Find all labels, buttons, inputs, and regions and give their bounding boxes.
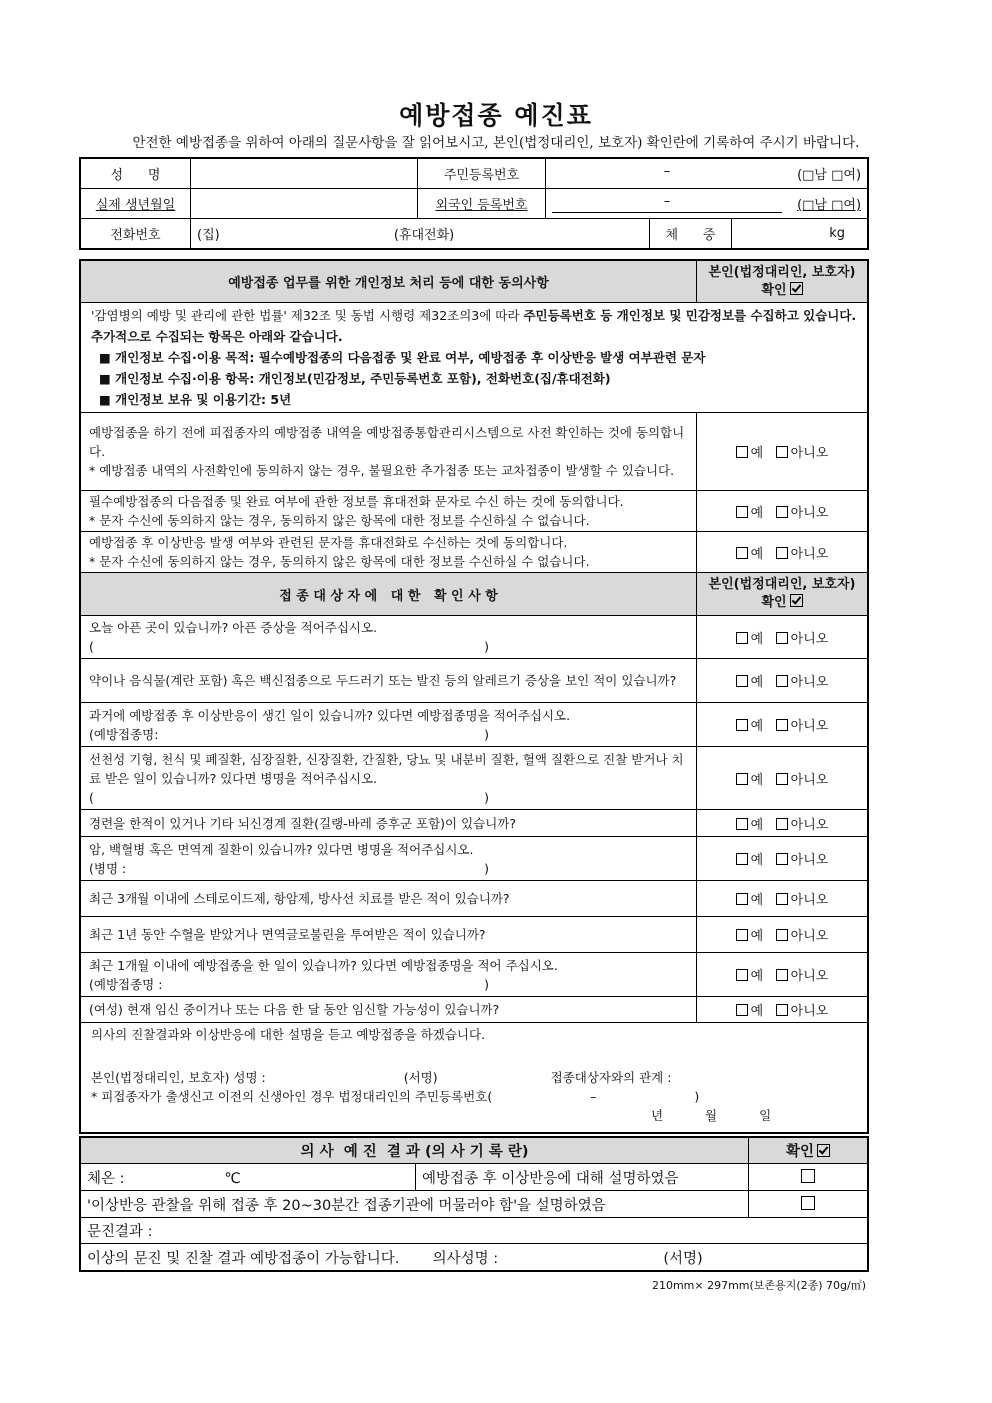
answer-close: ): [484, 639, 489, 654]
name-label: 성 명: [81, 159, 191, 189]
checkbox-yes[interactable]: [736, 547, 748, 559]
answer-open: (: [89, 789, 94, 805]
question-yn[interactable]: [697, 810, 868, 837]
answer-close: ): [484, 976, 489, 992]
no-label: 아니오: [790, 853, 829, 868]
checkbox-yes[interactable]: [736, 893, 748, 905]
doctor-sign-cell[interactable]: [81, 1244, 868, 1271]
checkbox-no[interactable]: [776, 773, 788, 785]
signer-label: 본인(법정대리인, 보호자) 성명 :: [91, 1070, 266, 1085]
signature-statement: 의사의 진찰결과와 이상반응에 대한 설명을 듣고 예방접종을 하겠습니다.: [91, 1027, 486, 1042]
question-text: 경련을 한적이 있거나 기타 뇌신경계 질환(길랭-바레 증후군 포함)이 있습니까?: [89, 815, 517, 831]
doctor-seal: (서명): [663, 1250, 703, 1267]
check-confirm-header: [697, 573, 868, 616]
gender-select-1[interactable]: (□남 □여): [797, 168, 862, 183]
answer-open: (: [89, 639, 94, 654]
explain-checkbox[interactable]: [749, 1164, 868, 1191]
observe-cell: '이상반응 관찰을 위해 접종 후 20~30분간 접종기관에 머물러야 함'을 설명하였음: [81, 1191, 749, 1218]
no-label: 아니오: [790, 719, 829, 734]
yes-label: 예: [750, 505, 764, 521]
check-confirm-label: 본인(법정대리인, 보호자) 확인: [708, 577, 856, 610]
checked-box-icon: [817, 1144, 830, 1157]
consent-item-note: * 문자 수신에 동의하지 않는 경우, 동의하지 않은 항목에 대한 정보를 수신하실 수 없습니다.: [89, 513, 590, 528]
temperature-cell[interactable]: [81, 1164, 416, 1191]
consent-item: [81, 491, 697, 532]
weight-field[interactable]: [732, 219, 868, 249]
foreign-label: 외국인 등록번호: [418, 189, 546, 219]
consent-item-note: * 문자 수신에 동의하지 않는 경우, 동의하지 않은 항목에 대한 정보를 수신하실 수 없습니다.: [89, 554, 590, 569]
signature-line: [91, 1068, 857, 1087]
consent-yn-3[interactable]: [697, 532, 868, 573]
doctor-name-label: 의사성명 :: [432, 1250, 499, 1267]
answer-open: (병명 :: [89, 860, 127, 876]
month-label: 월: [705, 1108, 718, 1123]
checkbox-icon[interactable]: [801, 1169, 815, 1183]
checkbox-yes[interactable]: [736, 506, 748, 518]
no-label: 아니오: [790, 505, 829, 521]
possible-text: 이상의 문진 및 진찰 결과 예방접종이 가능합니다.: [87, 1250, 400, 1267]
temperature-unit: ℃: [224, 1170, 241, 1187]
no-label: 아니오: [790, 969, 829, 984]
yes-label: 예: [750, 772, 764, 788]
yes-label: 예: [750, 1004, 764, 1019]
yes-label: 예: [750, 631, 764, 647]
phone-label: 전화번호: [81, 219, 191, 249]
consent-yn-1[interactable]: [697, 413, 868, 491]
observe-checkbox[interactable]: [749, 1191, 868, 1218]
name-field[interactable]: [191, 159, 418, 189]
checked-box-icon: [790, 282, 803, 295]
check-header: 접 종 대 상 자 에 대 한 확 인 사 항: [81, 573, 697, 616]
question-row: [81, 881, 697, 917]
consent-item: [81, 413, 697, 491]
phone-field[interactable]: [191, 219, 650, 249]
foreign-field[interactable]: [546, 189, 868, 219]
checked-box-icon: [790, 594, 803, 607]
answer-open: (예방접종명 :: [89, 976, 163, 992]
question-row: [81, 997, 697, 1023]
newborn-note-text: * 피접종자가 출생신고 이전의 신생아인 경우 법정대리인의 주민등록번호(: [91, 1089, 493, 1104]
intro-collect: 주민등록번호 등 개인정보 및 민감정보를 수집하고 있습니다. 추가적으로 수집되는 항목은 아래와 같습니다.: [91, 308, 857, 344]
no-label: 아니오: [790, 772, 829, 788]
birth-field[interactable]: [191, 189, 418, 219]
rrn-dash: –: [663, 164, 671, 179]
checkbox-no[interactable]: [776, 969, 788, 981]
answer-close: ): [484, 726, 489, 742]
page-title: 예방접종 예진표: [399, 101, 593, 130]
doctor-confirm-header: [749, 1138, 868, 1164]
no-label: 아니오: [790, 675, 829, 690]
yes-label: 예: [750, 969, 764, 984]
yes-label: 예: [750, 446, 764, 461]
question-text: 과거에 예방접종 후 이상반응이 생긴 일이 있습니까? 있다면 예방접종명을 적어주십시오.: [89, 707, 571, 723]
page-subtitle: 안전한 예방접종을 위하여 아래의 질문사항을 잘 읽어보시고, 본인(법정대리인, 보호자) 확인란에 기록하여 주시기 바랍니다.: [132, 135, 860, 151]
question-text: (여성) 현재 임신 중이거나 또는 다음 한 달 동안 임신할 가능성이 있습니까?: [89, 1002, 500, 1017]
checkbox-yes[interactable]: [736, 969, 748, 981]
no-label: 아니오: [790, 446, 829, 461]
checkbox-yes[interactable]: [736, 1004, 748, 1016]
newborn-note-close: ): [694, 1089, 700, 1104]
checkbox-no[interactable]: [776, 1004, 788, 1016]
consent-item: [81, 532, 697, 573]
result-cell[interactable]: [81, 1218, 868, 1244]
yes-label: 예: [750, 853, 764, 868]
question-row: [81, 837, 697, 881]
yes-label: 예: [750, 893, 764, 908]
signature-section: [81, 1023, 868, 1133]
checkbox-no[interactable]: [776, 547, 788, 559]
checkbox-no[interactable]: [776, 929, 788, 941]
newborn-note-dash: –: [590, 1089, 597, 1104]
question-yn[interactable]: [697, 881, 868, 917]
question-yn[interactable]: [697, 953, 868, 997]
yes-label: 예: [750, 546, 764, 562]
checkbox-yes[interactable]: [736, 818, 748, 830]
checkbox-no[interactable]: [776, 853, 788, 865]
checkbox-no[interactable]: [776, 893, 788, 905]
year-label: 년: [651, 1108, 664, 1123]
home-phone-label: (집): [197, 228, 220, 243]
question-text: 암, 백혈병 혹은 면역계 질환이 있습니까? 있다면 병명을 적어주십시오.: [89, 841, 474, 857]
no-label: 아니오: [790, 817, 829, 833]
no-label: 아니오: [790, 631, 829, 647]
answer-close: ): [484, 789, 489, 805]
yes-label: 예: [750, 929, 764, 944]
consent-item-text: 필수예방접종의 다음접종 및 완료 여부에 관한 정보를 휴대전화 문자로 수신 하는 것에 동의합니다.: [89, 494, 624, 509]
consent-item-text: 예방접종 후 이상반응 발생 여부와 관련된 문자를 휴대전화로 수신하는 것에 동의합니다.: [89, 535, 568, 550]
question-row: [81, 616, 697, 659]
answer-close: ): [484, 860, 489, 876]
checkbox-icon[interactable]: [801, 1196, 815, 1210]
question-text: 최근 3개월 이내에 스테로이드제, 항암제, 방사선 치료를 받은 적이 있습니까?: [89, 891, 510, 906]
checkbox-yes[interactable]: [736, 632, 748, 644]
question-text: 최근 1개월 이내에 예방접종을 한 일이 있습니까? 있다면 예방접종명을 적어 주십시오.: [89, 957, 558, 973]
foreign-dash: –: [552, 194, 782, 213]
checkbox-no[interactable]: [776, 675, 788, 687]
no-label: 아니오: [790, 546, 829, 562]
personal-info-table: [80, 158, 868, 249]
question-row: [81, 747, 697, 810]
checkbox-no[interactable]: [776, 719, 788, 731]
checkbox-yes[interactable]: [736, 675, 748, 687]
question-row: [81, 953, 697, 997]
consent-header: 예방접종 업무를 위한 개인정보 처리 등에 대한 동의사항: [81, 261, 697, 303]
consent-item-text: 예방접종을 하기 전에 피접종자의 예방접종 내역을 예방접종통합관리시스템으로 사전 확인하는 것에 동의합니다.: [89, 425, 685, 459]
consent-table: [80, 260, 868, 1133]
question-yn[interactable]: [697, 703, 868, 747]
no-label: 아니오: [790, 893, 829, 908]
checkbox-no[interactable]: [776, 818, 788, 830]
checkbox-yes[interactable]: [736, 719, 748, 731]
no-label: 아니오: [790, 929, 829, 944]
consent-intro-text: [91, 305, 857, 347]
day-label: 일: [759, 1108, 772, 1123]
question-row: [81, 917, 697, 953]
checkbox-yes[interactable]: [736, 446, 748, 458]
doctor-confirm-label: 확인: [786, 1144, 815, 1160]
checkbox-yes[interactable]: [736, 773, 748, 785]
consent-yn-2[interactable]: [697, 491, 868, 532]
question-text: 선천성 기형, 천식 및 폐질환, 심장질환, 신장질환, 간질환, 당뇨 및 내분비 질환, 혈액 질환으로 진찰 받거나 치료 받은 일이 있습니까? 있다면 병명을 적어주십시오.: [89, 751, 684, 786]
answer-open: (예방접종명:: [89, 726, 159, 742]
consent-intro: [81, 303, 868, 413]
checkbox-yes[interactable]: [736, 853, 748, 865]
consent-item-note: * 예방접종 내역의 사전확인에 동의하지 않는 경우, 불필요한 추가접종 또는 교차접종이 발생할 수 있습니다.: [89, 463, 675, 478]
consent-confirm-header: [697, 261, 868, 303]
gender-select-2[interactable]: (□남 □여): [797, 198, 862, 213]
signer-seal: (서명): [403, 1070, 438, 1085]
question-yn[interactable]: [697, 616, 868, 659]
bullet-purpose: ■ 개인정보 수집·이용 목적: 필수예방접종의 다음접종 및 완료 여부, 예방접종 후 이상반응 발생 여부관련 문자: [99, 350, 706, 365]
question-yn[interactable]: [697, 997, 868, 1023]
bullet-items: ■ 개인정보 수집·이용 항목: 개인정보(민감정보, 주민등록번호 포함), 전화번호(집/휴대전화): [99, 371, 611, 386]
checkbox-no[interactable]: [776, 446, 788, 458]
question-yn[interactable]: [697, 837, 868, 881]
rrn-label: 주민등록번호: [418, 159, 546, 189]
mobile-phone-label: (휴대전화): [393, 228, 455, 243]
question-row: [81, 659, 697, 703]
paper-spec: 210mm× 297mm(보존용지(2종) 70g/㎡): [651, 1279, 866, 1292]
checkbox-yes[interactable]: [736, 929, 748, 941]
result-label: 문진결과 :: [87, 1224, 153, 1240]
question-yn[interactable]: [697, 659, 868, 703]
question-text: 오늘 아픈 곳이 있습니까? 아픈 증상을 적어주십시오.: [89, 620, 378, 635]
newborn-note: [91, 1087, 857, 1106]
consent-confirm-label: 본인(법정대리인, 보호자) 확인: [708, 264, 856, 298]
birth-label: 실제 생년월일: [81, 189, 191, 219]
bullet-period: ■ 개인정보 보유 및 이용기간: 5년: [99, 392, 292, 407]
relation-label: 접종대상자와의 관계 :: [550, 1070, 672, 1085]
question-text: 약이나 음식물(계란 포함) 혹은 백신접종으로 두드러기 또는 발진 등의 알레르기 증상을 보인 적이 있습니까?: [89, 673, 677, 688]
doctor-header: 의 사 예 진 결 과 (의 사 기 록 란): [81, 1138, 749, 1164]
question-row: [81, 810, 697, 837]
question-row: [81, 703, 697, 747]
doctor-table: [80, 1137, 868, 1271]
no-label: 아니오: [790, 1004, 829, 1019]
explain-cell: 예방접종 후 이상반응에 대해 설명하였음: [416, 1164, 749, 1191]
intro-law: '감염병의 예방 및 관리에 관한 법률' 제32조 및 동법 시행령 제32조의3에 따라: [91, 308, 520, 323]
yes-label: 예: [750, 719, 764, 734]
weight-label: 체 중: [650, 219, 732, 249]
weight-unit: kg: [829, 226, 846, 241]
checkbox-no[interactable]: [776, 632, 788, 644]
yes-label: 예: [750, 817, 764, 833]
rrn-field[interactable]: [546, 159, 868, 189]
checkbox-no[interactable]: [776, 506, 788, 518]
temperature-label: 체온 :: [87, 1170, 125, 1187]
question-text: 최근 1년 동안 수혈을 받았거나 면역글로불린을 투여받은 적이 있습니까?: [89, 927, 486, 942]
question-yn[interactable]: [697, 747, 868, 810]
signature-date[interactable]: [91, 1106, 857, 1125]
yes-label: 예: [750, 675, 764, 690]
question-yn[interactable]: [697, 917, 868, 953]
